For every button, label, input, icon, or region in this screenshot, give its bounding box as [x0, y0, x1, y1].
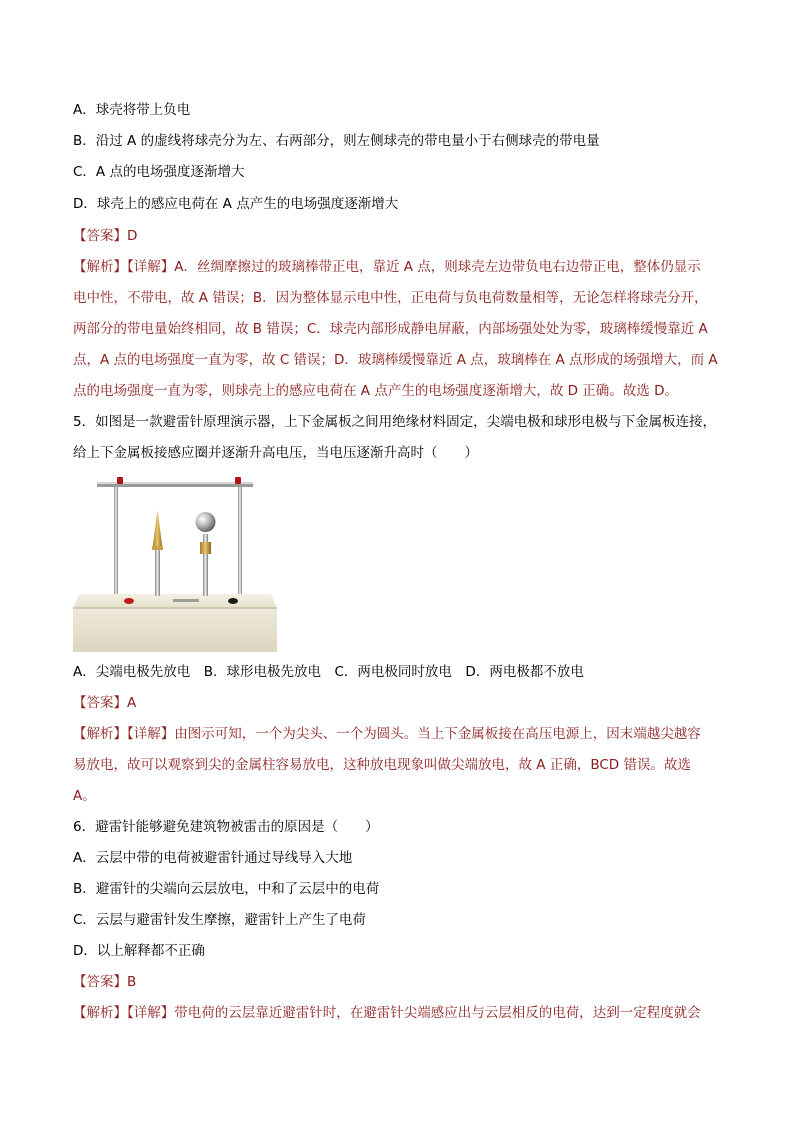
q6-answer-line: [73, 973, 136, 991]
q5-analysis-line-3: A。: [73, 788, 96, 804]
analysis-tag: 【解析】【详解】: [73, 726, 175, 742]
q4-option-b: B．沿过 A 的虚线将球壳分为左、右两部分，则左侧球壳的带电量小于右侧球壳的带电量: [73, 133, 600, 149]
q6-option-b: B．避雷针的尖端向云层放电，中和了云层中的电荷: [73, 881, 380, 897]
q6-analysis-line-1: 【解析】【详解】带电荷的云层靠近避雷针时，在避雷针尖端感应出与云层相反的电荷，达到一定程度就会: [73, 1005, 701, 1021]
answer-tag: 【答案】: [73, 974, 127, 990]
q5-analysis-line-2: 易放电，故可以观察到尖的金属柱容易放电，这种放电现象叫做尖端放电，故 A 正确，BCD 错误。故选: [73, 757, 691, 773]
q6-stem: 6．避雷针能够避免建筑物被雷击的原因是（ ）: [73, 819, 379, 835]
q6-option-c: C．云层与避雷针发生摩擦，避雷针上产生了电荷: [73, 912, 366, 928]
analysis-tag: 【解析】【详解】: [73, 1005, 175, 1021]
q5-answer-value: A: [127, 695, 137, 711]
answer-tag: 【答案】: [73, 228, 127, 244]
q4-analysis-line-1: 【解析】【详解】A．丝绸摩擦过的玻璃棒带正电，靠近 A 点，则球壳左边带负电右边带正电，整体仍显示: [73, 259, 701, 275]
q4-analysis-line-5: 点的电场强度一直为零，则球壳上的感应电荷在 A 点产生的电场强度逐渐增大，故 D 正确。故选 D。: [73, 383, 678, 399]
q4-option-a: A．球壳将带上负电: [73, 102, 191, 118]
q6-answer-value: B: [127, 974, 137, 990]
q5-stem-line-2: 给上下金属板接感应圈并逐渐升高电压，当电压逐渐升高时（ ）: [73, 445, 478, 461]
analysis-tag: 【解析】【详解】: [73, 259, 175, 275]
q4-option-d: D．球壳上的感应电荷在 A 点产生的电场强度逐渐增大: [73, 196, 399, 212]
q5-answer-line: [73, 694, 136, 712]
q4-analysis-line-2: 电中性，不带电，故 A 错误；B．因为整体显示电中性，正电荷与负电荷数量相等，无论怎样将球壳分开，: [73, 290, 708, 306]
q4-answer-line: [73, 227, 137, 245]
q5-stem-line-1: 5．如图是一款避雷针原理演示器，上下金属板之间用绝缘材料固定，尖端电极和球形电极与下金属板连接，: [73, 414, 717, 430]
q4-answer-value: D: [127, 228, 138, 244]
answer-tag: 【答案】: [73, 695, 127, 711]
q4-option-c: C．A 点的电场强度逐渐增大: [73, 164, 245, 180]
q4-analysis-line-4: 点，A 点的电场强度一直为零，故 C 错误；D．玻璃棒缓慢靠近 A 点，玻璃棒在 A 点形成的场强增大，而 A: [73, 352, 718, 368]
q5-analysis-line-1: 【解析】【详解】由图示可知，一个为尖头、一个为圆头。当上下金属板接在高压电源上，因末端越尖越容: [73, 726, 701, 742]
q6-option-a: A．云层中带的电荷被避雷针通过导线导入大地: [73, 850, 353, 866]
q4-analysis-line-3: 两部分的带电量始终相同，故 B 错误；C．球壳内部形成静电屏蔽，内部场强处处为零，玻璃棒缓慢靠近 A: [73, 321, 708, 337]
q6-option-d: D．以上解释都不正确: [73, 943, 205, 959]
q5-options: A．尖端电极先放电 B．球形电极先放电 C．两电极同时放电 D．两电极都不放电: [73, 664, 584, 680]
lightning-rod-demonstrator-image: [73, 476, 277, 652]
